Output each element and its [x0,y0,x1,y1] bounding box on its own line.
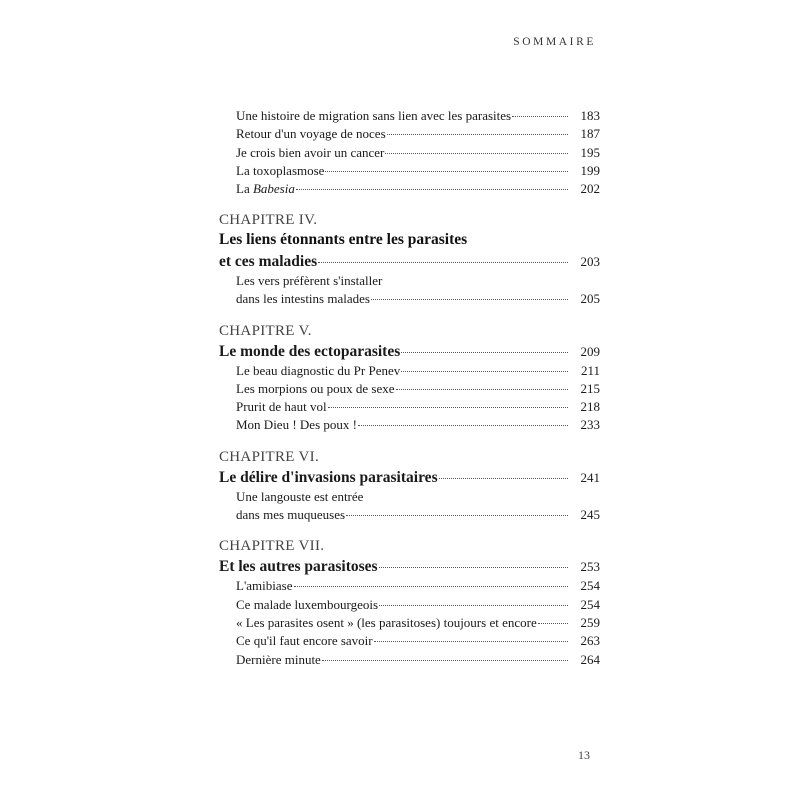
dot-leader [346,515,568,516]
chapter-title-entry[interactable] [219,341,600,362]
dot-leader [322,660,568,661]
toc-entry-page: 245 [580,507,600,523]
dot-leader [387,134,568,135]
toc-entry[interactable] [219,596,600,614]
dot-leader [396,389,568,390]
toc-entry[interactable] [219,651,600,669]
page-number: 13 [578,748,590,762]
chapter-title: et ces maladies [219,252,318,270]
chapter-block [219,321,600,435]
title-prefix: La [236,181,253,197]
chapter-title-entry[interactable] [219,467,600,488]
toc-entry-page: 264 [580,651,600,667]
toc-entry-page: 211 [580,362,600,378]
chapter-title: Le délire d'invasions parasitaires [219,468,438,486]
chapter-page: 209 [580,343,600,359]
dot-leader [358,425,568,426]
dot-leader [379,605,568,606]
dot-leader [401,371,568,372]
toc-entry-page: 195 [580,144,600,160]
chapter-label: CHAPITRE IV. [219,212,318,229]
toc-entry-page: 183 [580,108,600,123]
chapter-page: 241 [580,469,600,485]
toc-entry-page: 218 [580,399,600,415]
dot-leader [296,189,568,190]
dot-leader [401,352,568,353]
dot-leader [328,407,568,408]
toc-entry[interactable] [219,398,600,416]
toc-entry[interactable] [219,416,600,434]
chapter-label: CHAPITRE VII. [219,538,325,555]
toc-entry-page: 254 [580,578,600,594]
toc-entry-title: dans mes muqueuses [236,507,346,523]
toc-entry[interactable] [219,180,600,198]
dot-leader [371,299,568,300]
chapter-title: Le monde des ectoparasites [219,342,401,360]
table-of-contents [219,107,600,673]
toc-entry-title: Mon Dieu ! Des poux ! [236,417,357,433]
running-head: SOMMAIRE [513,36,596,48]
dot-leader [379,567,568,568]
dot-leader [374,641,568,642]
toc-entry-title: « Les parasites osent » (les parasitoses) toujours et encore [236,614,537,630]
chapter-block [219,210,600,308]
chapter-title-entry[interactable] [219,251,600,272]
title-italic: Babesia [252,181,295,197]
dot-leader [318,262,568,263]
chapter-title-line: Les liens étonnants entre les parasites [219,231,468,249]
toc-entry-page: 199 [580,162,600,178]
toc-entry-title: Dernière minute [236,651,321,667]
intro-entries [219,107,600,198]
toc-entry-title-line: Les vers préfèrent s'installer [236,272,383,288]
toc-entry[interactable] [219,577,600,595]
toc-entry[interactable] [219,380,600,398]
toc-entry[interactable] [219,362,600,380]
toc-entry-title: La toxoplasmose [236,162,325,178]
toc-entry-title: Ce malade luxembourgeois [236,596,379,612]
toc-entry[interactable] [219,632,600,650]
toc-entry[interactable] [219,614,600,632]
chapter-label: CHAPITRE V. [219,322,312,339]
toc-entry-page: 205 [580,291,600,307]
toc-entry-title: Une histoire de migration sans lien avec les parasites [236,108,512,123]
toc-entry[interactable] [219,144,600,162]
toc-entry-page: 263 [580,633,600,649]
toc-entry[interactable] [219,162,600,180]
toc-entry-title: Je crois bien avoir un cancer [236,144,385,160]
chapter-page: 253 [580,559,600,575]
dot-leader [439,478,568,479]
dot-leader [512,116,568,117]
chapter-label: CHAPITRE VI. [219,448,319,465]
toc-entry-title: L'amibiase [236,578,293,594]
dot-leader [538,623,568,624]
toc-entry-title [236,180,295,198]
chapter-block [219,447,600,525]
toc-entry-page: 254 [580,596,600,612]
toc-entry-page: 233 [580,417,600,433]
toc-entry[interactable] [219,506,600,524]
toc-entry-title: dans les intestins malades [236,291,370,307]
toc-entry[interactable] [219,125,600,143]
dot-leader [325,171,568,172]
toc-entry-page: 215 [580,380,600,396]
toc-entry-title: Retour d'un voyage de noces [236,126,386,142]
toc-entry-title-line: Une langouste est entrée [236,488,364,504]
toc-entry[interactable] [219,107,600,125]
chapter-page: 203 [580,253,600,269]
toc-entry-title: Le beau diagnostic du Pr Penev [236,362,401,378]
dot-leader [385,153,568,154]
toc-entry-title: Prurit de haut vol [236,399,327,415]
toc-entry-page: 202 [580,181,600,197]
dot-leader [294,586,569,587]
toc-entry-title: Ce qu'il faut encore savoir [236,633,373,649]
toc-entry-title: Les morpions ou poux de sexe [236,380,395,396]
toc-entry-page: 259 [580,614,600,630]
chapter-block [219,536,600,668]
toc-entry-page: 187 [580,126,600,142]
toc-entry[interactable] [219,290,600,308]
chapter-title: Et les autres parasitoses [219,558,378,576]
chapter-title-entry[interactable] [219,556,600,577]
